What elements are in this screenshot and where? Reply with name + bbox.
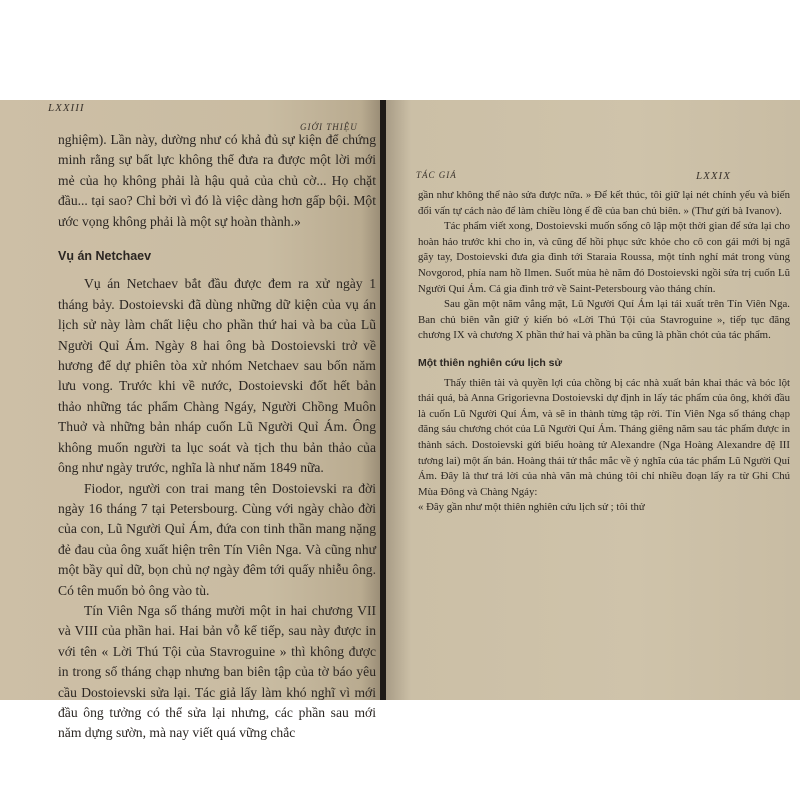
left-paragraph: Tín Viên Nga số tháng mười một in hai chương VII và VIII của phần hai. Hai bản vỗ kế tiếp, sau này được in với tên « Lời Thú Tội của Stavroguine » thì không được in trong số tháng chạp nhưng ban biên tập của tờ báo yêu cầu Dostoievski sửa lại. Tác giả lấy làm khó nghĩ vì mới đầu ông tưởng có thể sửa lại nhưng, các phần sau mới năm dựng sườn, mà nay viết quá vững chắc <box>58 602 376 741</box>
right-paragraph: Thấy thiên tài và quyền lợi của chồng bị các nhà xuất bản khai thác và bóc lột thái quá, bà Anna Grigorievna Dostoievski dự định in lấy tác phẩm của ông, khởi đầu là cuốn Lũ Người Quỉ Ám, và sẽ in thành từng tập rời. Tín Viên Nga số tháng chạp đăng sáu chương chót của Lũ Người Quỉ Ám. Tháng giêng năm sau tác phẩm được in thành sách. Dostoievski gửi biếu hoàng tử Alexandre (Nga Hoàng Alexandre đệ III tương lai) một ấn bản. Hoàng thái tử thắc mắc về ý nghĩa của tác phẩm Lũ Người Quỉ Ám. Đây là thư trả lời của nhà văn mà chúng tôi chỉ nhiều đoạn lấy ra từ Ghi Chú Mùa Đông và Chàng Ngáy: <box>418 376 790 498</box>
right-paragraph: Tác phẩm viết xong, Dostoievski muốn sống cô lập một thời gian để sửa lại cho hoàn hảo trước khi cho in, và cũng để hồi phục sức khỏe cho cô con gái mới bị ngã gãy tay, Dostoievski đưa gia đình tới Staraia Roussa, một tỉnh nghỉ mát trong vùng Novgorod, phía nam hồ Ilmen. Suốt mùa hè năm đó Dostoievski ngồi sửa trị cuốn Lũ Người Quỉ Ám. Cả gia đình trở về Saint-Petersbourg vào tháng chín. <box>418 220 790 295</box>
right-paragraph: Sau gần một năm vắng mặt, Lũ Người Quỉ Ám lại tái xuất trên Tín Viên Nga. Ban chủ biên vẫn giữ ý kiến bỏ «Lời Thú Tội của Stavroguine », tiếp tục đăng chương IX và chương X phần thứ hai và phần ba cũng là phần chót của tác phẩm. <box>418 298 790 342</box>
left-paragraph: Fiodor, người con trai mang tên Dostoievski ra đời ngày 16 tháng 7 tại Petersbourg. Cùng với ngày chào đời của con, Lũ Người Quỉ Ám, đứa con tinh thần mang nặng đẻ đau của ông xuất hiện trên Tín Viên Nga. Và cũng như một bầy quỉ dữ, bọn chủ nợ ngày đêm tới quấy nhiễu ông. Có tên muốn bỏ ông vào tù. <box>58 480 376 598</box>
right-paragraph: « Đây gần như một thiên nghiên cứu lịch sử ; tôi thử <box>418 501 645 514</box>
left-paragraph: nghiệm). Lần này, dường như có khả đủ sự kiện để chứng minh rằng sự bất lực không thể đưa ra được một lời mới mẻ của họ không phải là hậu quả của chủ cờ... Họ chặt đầu... tại sao? Chỉ bởi vì đó là việc dàng hơn gấp bội. Một ước vọng không phải là một sự hoàn thành.» <box>58 132 376 229</box>
right-section-heading: Một thiên nghiên cứu lịch sử <box>418 356 563 369</box>
left-page <box>0 100 380 741</box>
book-spread <box>0 100 800 741</box>
right-running-head: TÁC GIẢ <box>416 170 457 180</box>
left-page-number: LXXIII <box>48 102 85 114</box>
left-section-heading: Vụ án Netchaev <box>58 249 152 264</box>
left-running-head: GIỚI THIỆU <box>300 122 358 132</box>
left-text-block <box>58 130 376 744</box>
right-page <box>386 100 800 700</box>
right-page-number: LXXIX <box>696 170 731 182</box>
right-text-block <box>418 188 790 516</box>
left-paragraph: Vụ án Netchaev bắt đầu được đem ra xử ngày 1 tháng bảy. Dostoievski đã dùng những dữ kiện của vụ án lịch sử này làm chất liệu cho phần thứ hai và ba của Lũ Người Quỉ Ám. Ngày 8 hai ông bà Dostoievski trở về hương để dự phiên tòa xử nhóm Netchaev sau bốn năm lưu vong. Trước khi về nước, Dostoievski đốt hết bản thảo những tác phẩm Chàng Ngáy, Người Chồng Muôn Thuở và những bản nháp cuốn Lũ Người Quỉ Ám. Ông không muốn người ta lục soát và tịch thu bản thảo của ông như ngày trước, nghĩa là như năm 1849 nữa. <box>58 276 376 476</box>
right-paragraph: gần như không thể nào sửa được nữa. » Để kết thúc, tôi giữ lại nét chính yếu và biến đổi vấn tự cách nào để làm chiều lòng ế đề của ban chủ biên. » (Thư gửi bà Ivanov). <box>418 189 790 217</box>
